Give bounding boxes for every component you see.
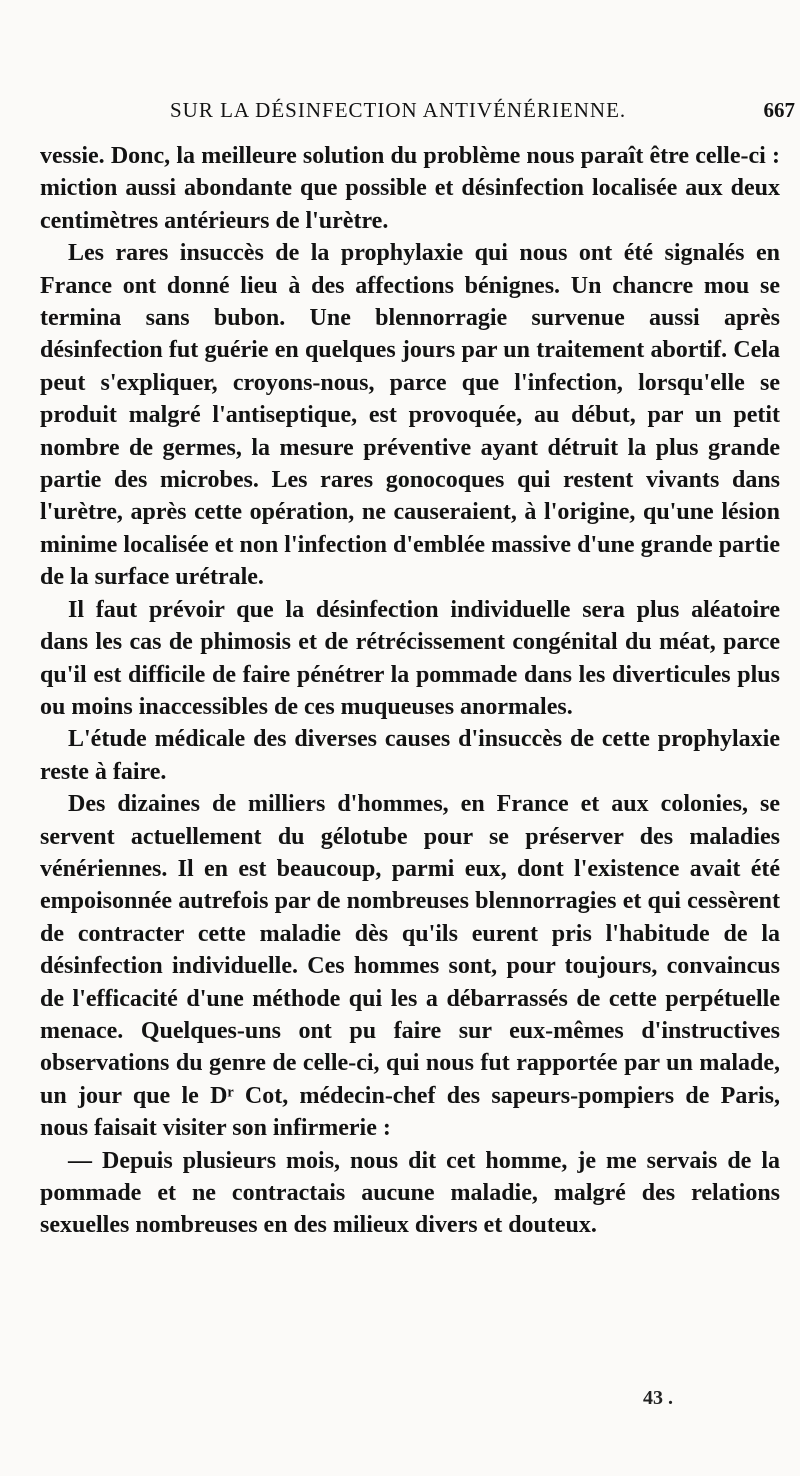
running-title: SUR LA DÉSINFECTION ANTIVÉNÉRIENNE. — [170, 98, 627, 122]
paragraph-1: vessie. Donc, la meilleure solution du problème nous paraît être celle-ci : miction aussi abondante que possible et désinfection localisée aux deux centimètres antérieurs de l'urètre. — [40, 143, 780, 234]
page-number: 667 — [763, 98, 795, 122]
paragraph-2: Les rares insuccès de la prophylaxie qui nous ont été signalés en France ont donné lieu à des affections bénignes. Un chancre mou se termina sans bubon. Une blennorragie survenue aussi après désinfection fut guérie en quelques jours par un traitement abortif. Cela peut s'expliquer, croyons-nous, parce que l'infection, lorsqu'elle se produit malgré l'antiseptique, est provoquée, au début, par un petit nombre de germes, la mesure préventive ayant détruit la plus grande partie des microbes. Les rares gonocoques qui restent vivants dans l'urètre, après cette opération, ne causeraient, à l'origine, qu'une lésion minime localisée et non l'infection d'emblée massive d'une grande partie de la surface urétrale. — [40, 240, 780, 591]
paragraph-4: L'étude médicale des diverses causes d'insuccès de cette prophylaxie reste à faire. — [40, 726, 780, 785]
body-text — [40, 140, 780, 1242]
page-header — [40, 98, 795, 128]
paragraph-6: — Depuis plusieurs mois, nous dit cet homme, je me servais de la pommade et ne contractais aucune maladie, malgré des relations sexuelles nombreuses en des milieux divers et douteux. — [40, 1147, 780, 1239]
paragraph-5: Des dizaines de milliers d'hommes, en France et aux colonies, se servent actuellement du gélotube pour se préserver des maladies vénériennes. Il en est beaucoup, parmi eux, dont l'existence avait été empoisonnée autrefois par de nombreuses blennorragies et qui cessèrent de contracter cette maladie dès qu'ils eurent pris l'habitude de la désinfection individuelle. Ces hommes sont, pour toujours, convaincus de l'efficacité d'une méthode qui les a débarrassés de cette perpétuelle menace. Quelques-uns ont pu faire sur eux-mêmes d'instructives observations du genre de celle-ci, qui nous fut rapportée par un malade, un jour que le Dʳ Cot, médecin-chef des sapeurs-pompiers de Paris, nous faisait visiter son infirmerie : — [40, 791, 780, 1142]
signature-mark: 43 . — [643, 1387, 673, 1409]
paragraph-3: Il faut prévoir que la désinfection individuelle sera plus aléatoire dans les cas de phimosis et de rétrécissement congénital du méat, parce qu'il est difficile de faire pénétrer la pommade dans les diverticules plus ou moins inaccessibles de ces muqueuses anormales. — [40, 596, 780, 720]
